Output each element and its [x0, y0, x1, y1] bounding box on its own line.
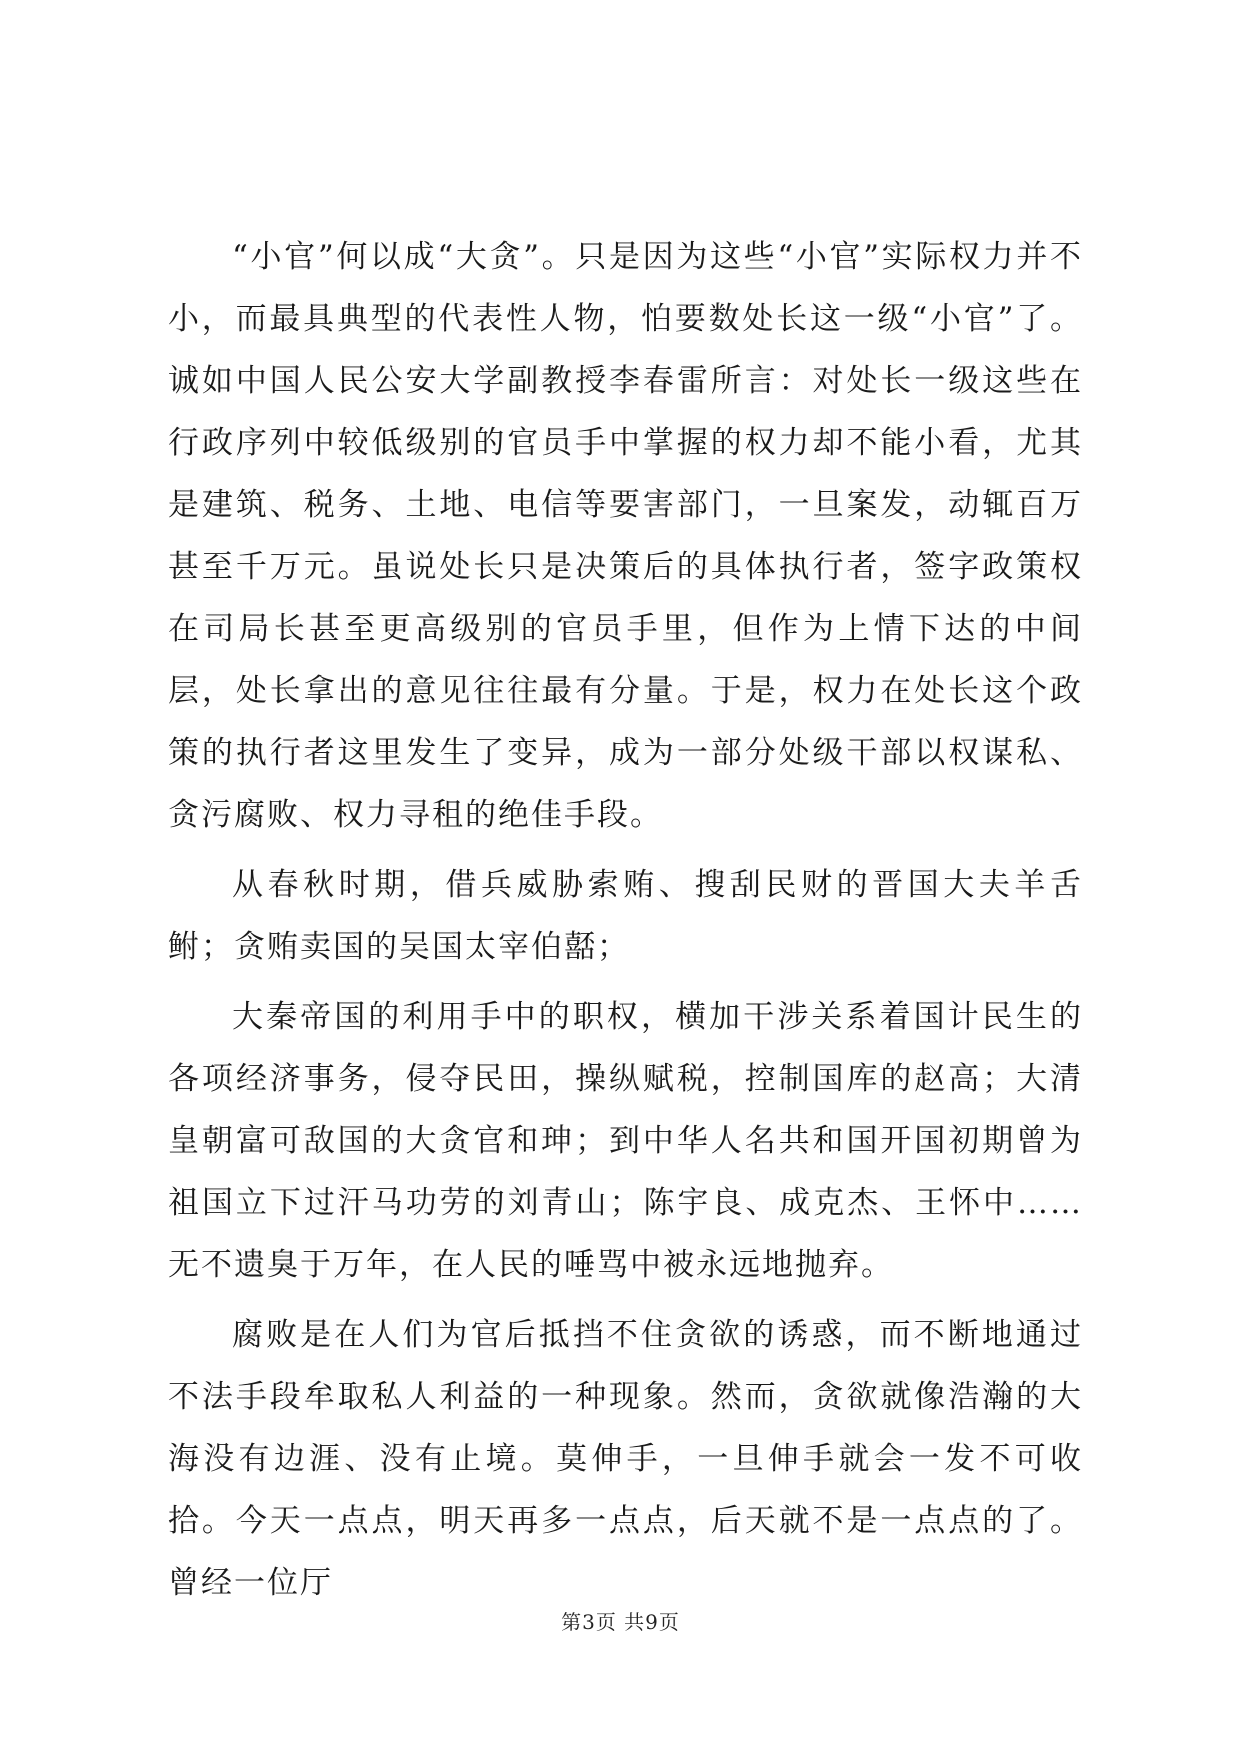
paragraph-4: 腐败是在人们为官后抵挡不住贪欲的诱惑，而不断地通过不法手段牟取私人利益的一种现象。然而，贪欲就像浩瀚的大海没有边涯、没有止境。莫伸手，一旦伸手就会一发不可收拾。今天一点点，明天再多一点点，后天就不是一点点的了。曾经一位厅	[168, 1317, 1083, 1601]
page-footer: 第3页 共9页	[561, 1610, 680, 1634]
paragraph-1: “小官”何以成“大贪”。只是因为这些“小官”实际权力并不小，而最具典型的代表性人物，怕要数处长这一级“小官”了。诚如中国人民公安大学副教授李春雷所言：对处长一级这些在行政序列中较低级别的官员手中掌握的权力却不能小看，尤其是建筑、税务、土地、电信等要害部门，一旦案发，动辄百万甚至千万元。虽说处长只是决策后的具体执行者，签字政策权在司局长甚至更高级别的官员手里，但作为上情下达的中间层，处长拿出的意见往往最有分量。于是，权力在处长这个政策的执行者这里发生了变异，成为一部分处级干部以权谋私、贪污腐败、权力寻租的绝佳手段。	[168, 239, 1083, 833]
paragraph-2: 从春秋时期，借兵威胁索贿、搜刮民财的晋国大夫羊舌鲋；贪贿卖国的吴国太宰伯嚭；	[168, 867, 1083, 965]
paragraph-3: 大秦帝国的利用手中的职权，横加干涉关系着国计民生的各项经济事务，侵夺民田，操纵赋税，控制国库的赵高；大清皇朝富可敌国的大贪官和珅；到中华人名共和国开国初期曾为祖国立下过汗马功劳的刘青山；陈宇良、成克杰、王怀中……无不遗臭于万年，在人民的唾骂中被永远地抛弃。	[168, 999, 1083, 1283]
document-body	[168, 226, 1083, 1614]
